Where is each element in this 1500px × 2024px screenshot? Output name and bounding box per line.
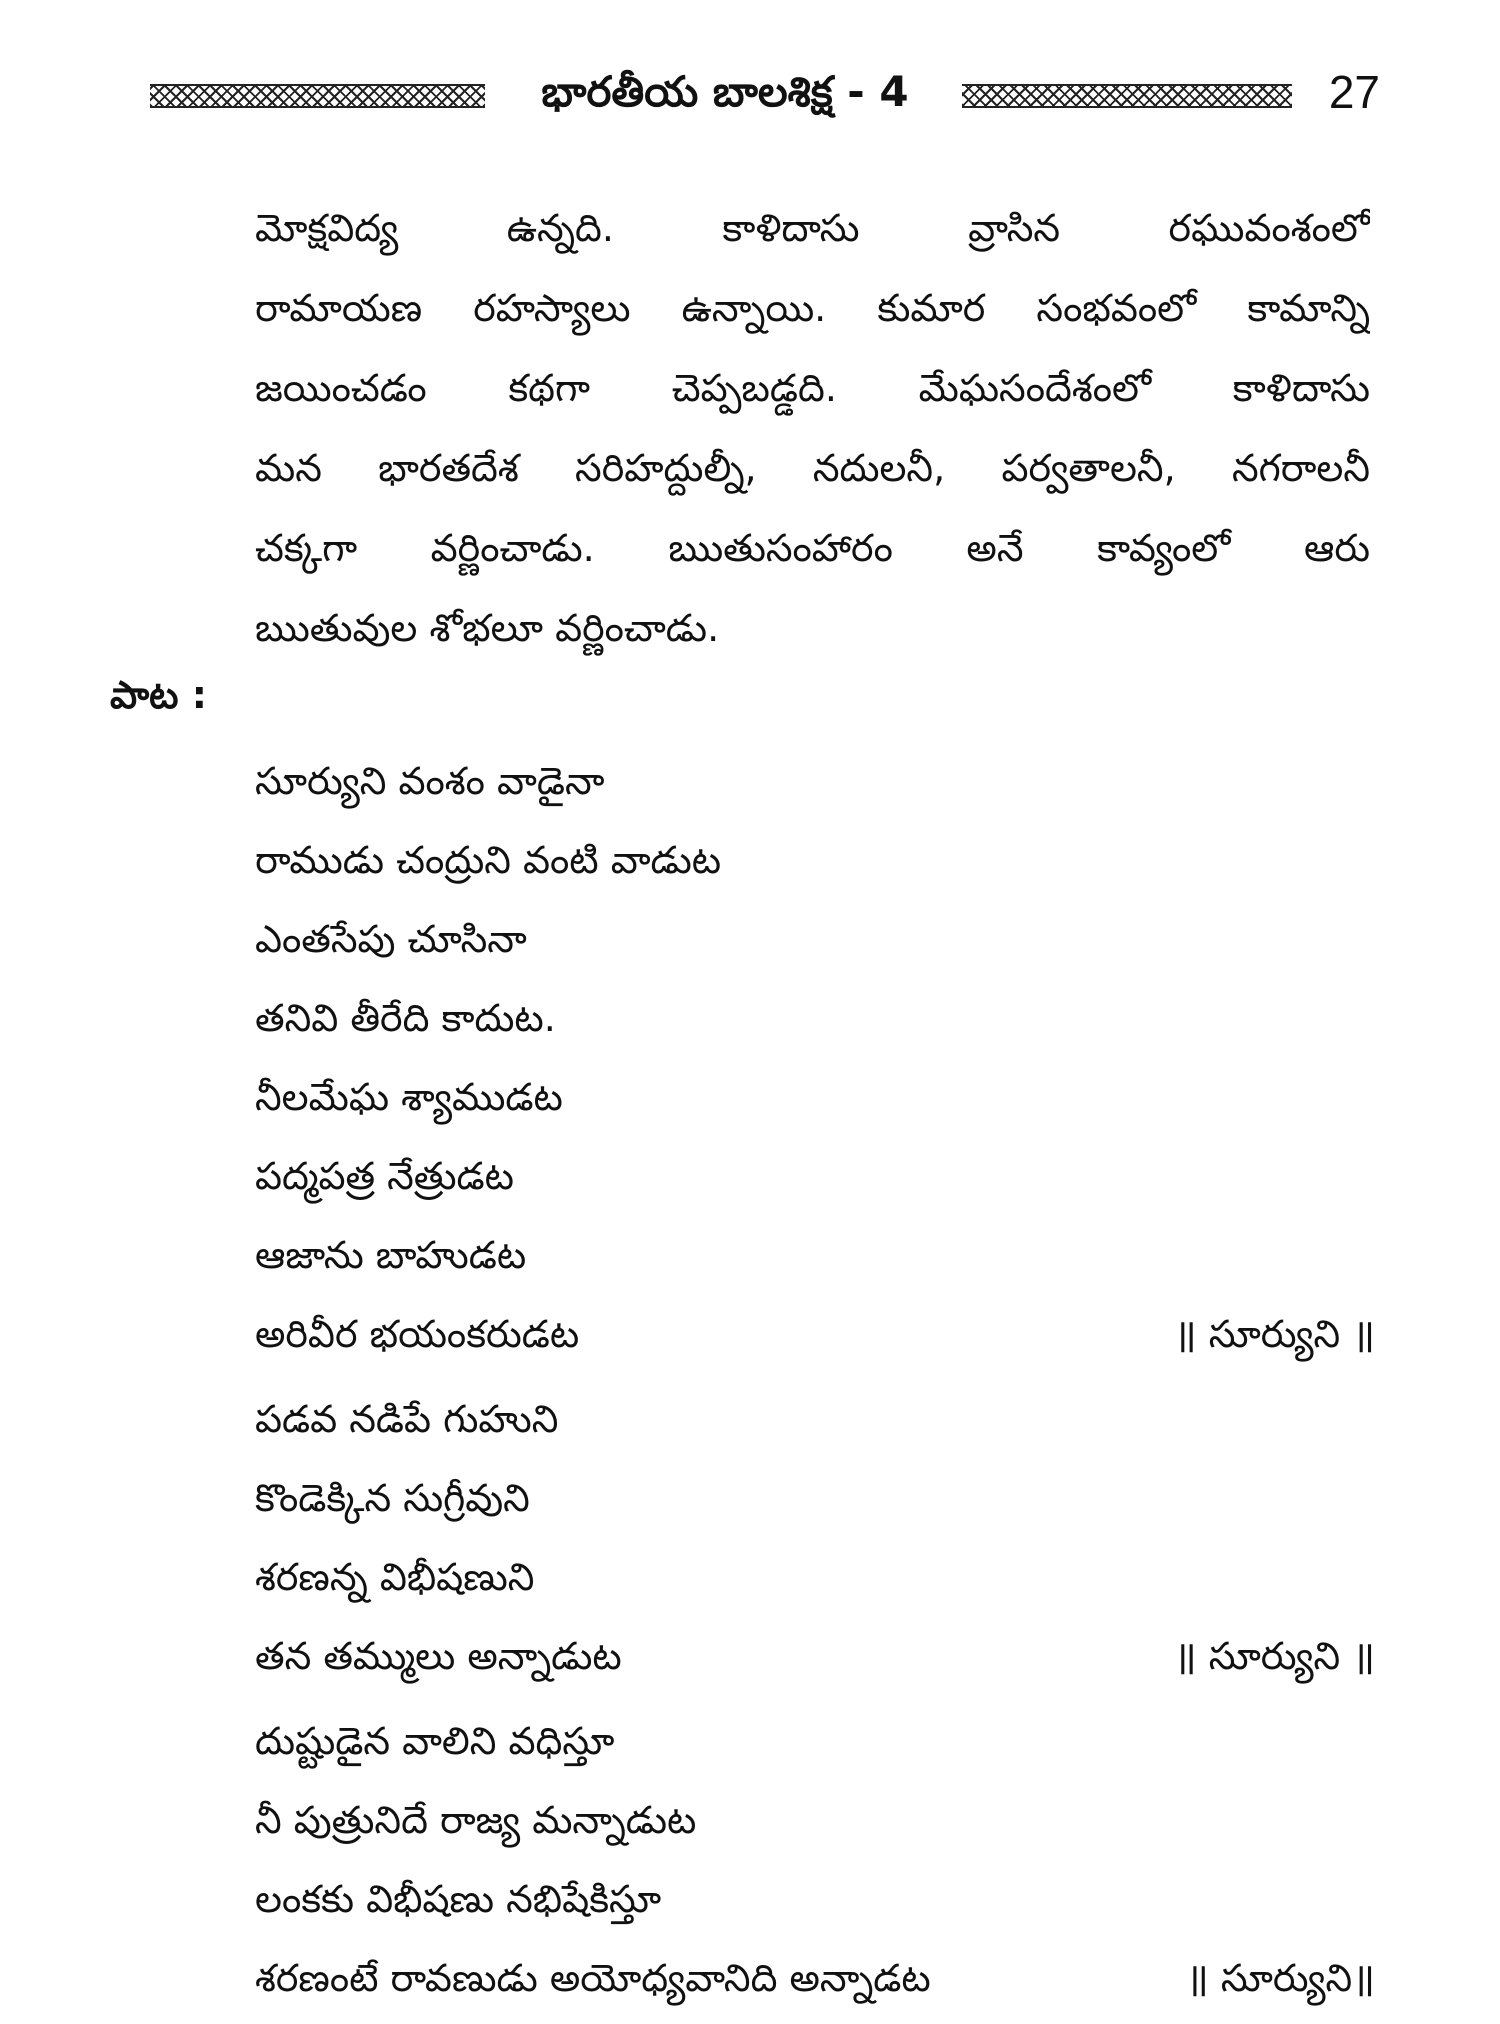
running-title: భారతీయ బాలశిక్ష - 4 bbox=[541, 67, 909, 116]
song-line-text: నీలమేఘ శ్యాముడట bbox=[255, 1075, 563, 1119]
song-line-text: నీ పుత్రునిదే రాజ్య మన్నాడుట bbox=[255, 1798, 697, 1842]
song-line-text: లంకకు విభీషణు నభిషేకిస్తూ bbox=[255, 1877, 662, 1921]
stanza-3 bbox=[255, 1702, 1375, 2018]
song-line-text: ఆజాను బాహుడట bbox=[255, 1233, 527, 1277]
song-line-text: పద్మపత్ర నేత్రుడట bbox=[255, 1154, 514, 1198]
song-line bbox=[255, 1702, 1375, 1781]
page-header bbox=[150, 62, 1380, 122]
song-line bbox=[255, 1538, 1375, 1617]
prose-line: చక్కగా వర్ణించాడు. ఋతుసంహారం అనే కావ్యంలో ఆరు bbox=[255, 526, 1370, 570]
song-line-text: అరివీర భయంకరుడట bbox=[255, 1312, 580, 1356]
song-line bbox=[255, 821, 1375, 900]
prose-line: జయించడం కథగా చెప్పబడ్డది. మేఘసందేశంలో కాళిదాసు bbox=[255, 366, 1370, 410]
stanza-1 bbox=[255, 742, 1375, 1374]
song-line bbox=[255, 1617, 1375, 1696]
prose-line: రామాయణ రహస్యాలు ఉన్నాయి. కుమార సంభవంలో కామాన్ని bbox=[255, 286, 1370, 330]
song-line bbox=[255, 1137, 1375, 1216]
song-line bbox=[255, 1216, 1375, 1295]
song-line-text: శరణంటే రావణుడు అయోధ్యవానిది అన్నాడట bbox=[255, 1956, 931, 2000]
refrain-marker: ॥ సూర్యుని॥ bbox=[1185, 1956, 1375, 2000]
song-line-text: పడవ నడిపే గుహుని bbox=[255, 1397, 559, 1441]
song-line-text: దుష్టుడైన వాలిని వధిస్తూ bbox=[255, 1719, 615, 1763]
song-line bbox=[255, 1058, 1375, 1137]
song-lyrics bbox=[255, 742, 1375, 2024]
song-line bbox=[255, 1295, 1375, 1374]
refrain-marker: ॥ సూర్యుని ॥ bbox=[1173, 1312, 1375, 1356]
refrain-marker: ॥ సూర్యుని ॥ bbox=[1173, 1634, 1375, 1678]
song-line-text: తన తమ్ములు అన్నాడుట bbox=[255, 1634, 622, 1678]
song-line-text: సూర్యుని వంశం వాడైనా bbox=[255, 759, 605, 803]
song-line bbox=[255, 1860, 1375, 1939]
stanza-2 bbox=[255, 1380, 1375, 1696]
prose-line: మన భారతదేశ సరిహద్దుల్నీ, నదులనీ, పర్వతాలనీ, నగరాలనీ bbox=[255, 446, 1370, 490]
song-line bbox=[255, 900, 1375, 979]
song-line bbox=[255, 1459, 1375, 1538]
song-line-text: తనివి తీరేది కాదుట. bbox=[255, 996, 556, 1040]
song-line bbox=[255, 742, 1375, 821]
song-line bbox=[255, 979, 1375, 1058]
song-line bbox=[255, 1939, 1375, 2018]
header-ornament-left bbox=[150, 84, 485, 108]
prose-line: ఋతువుల శోభలూ వర్ణించాడు. bbox=[255, 606, 720, 650]
page-number: 27 bbox=[1328, 66, 1380, 118]
song-line-text: ఎంతసేపు చూసినా bbox=[255, 917, 527, 961]
song-line bbox=[255, 1380, 1375, 1459]
song-label: పాట : bbox=[110, 673, 207, 717]
prose-line: మోక్షవిద్య ఉన్నది. కాళిదాసు వ్రాసిన రఘువంశంలో bbox=[255, 206, 1370, 250]
song-line-text: రాముడు చంద్రుని వంటి వాడుట bbox=[255, 838, 722, 882]
prose-paragraph bbox=[255, 188, 1370, 668]
song-line-text: శరణన్న విభీషణుని bbox=[255, 1555, 535, 1599]
song-line-text: కొండెక్కిన సుగ్రీవుని bbox=[255, 1476, 530, 1520]
header-ornament-right bbox=[962, 84, 1292, 108]
song-line bbox=[255, 1781, 1375, 1860]
